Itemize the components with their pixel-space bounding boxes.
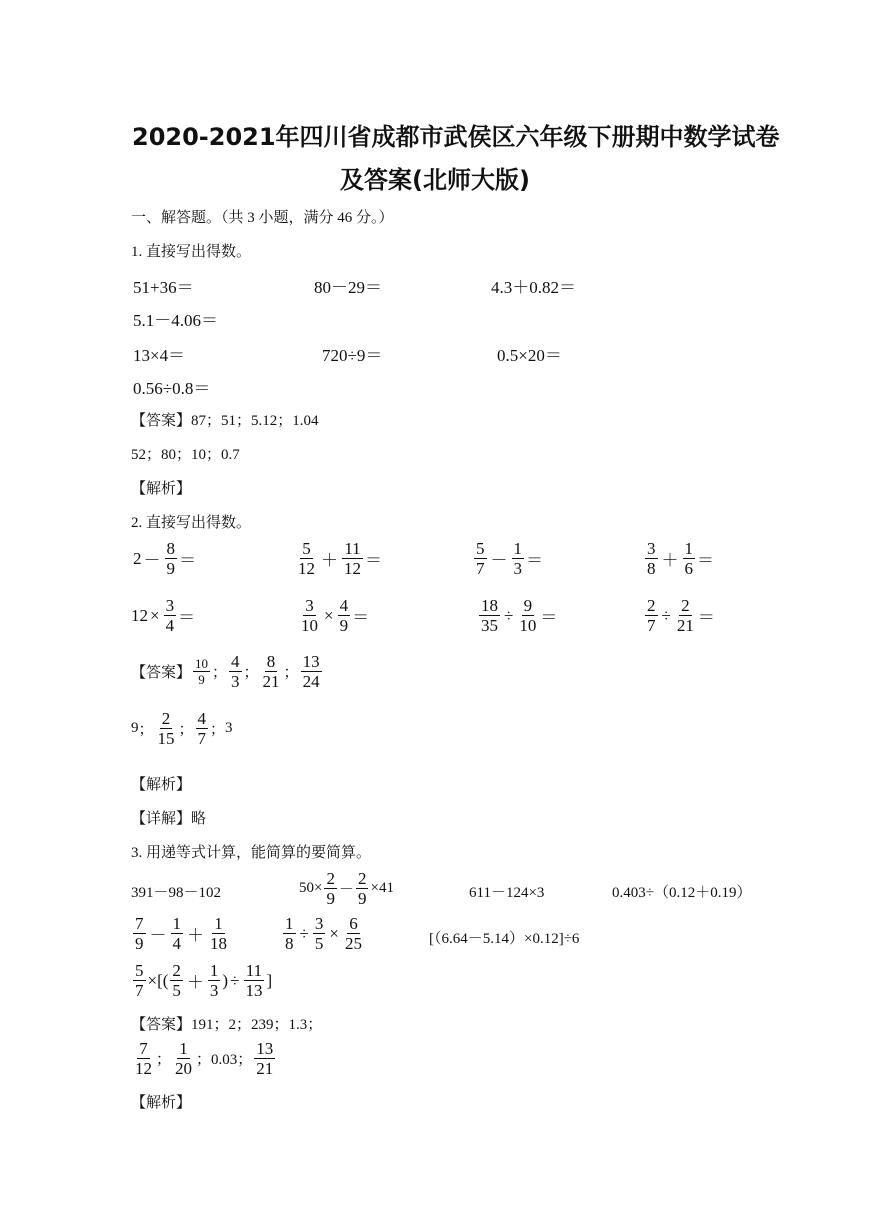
- q2-item: [131, 596, 195, 635]
- q3-expr: 0.403÷（0.12＋0.19）: [612, 885, 752, 901]
- numerator: 6: [349, 914, 358, 933]
- q3-answer: [131, 1013, 322, 1034]
- q3-expr: [281, 914, 366, 953]
- q1-item: 720÷9＝: [322, 346, 383, 365]
- fraction: [173, 1039, 194, 1078]
- operator: ＋: [187, 926, 204, 945]
- numerator: 13: [302, 652, 320, 671]
- fraction: [208, 961, 221, 1000]
- fraction: [283, 914, 296, 953]
- q2-item: [472, 539, 543, 578]
- denominator: 9: [135, 934, 144, 953]
- denominator: 7: [647, 616, 656, 635]
- denominator: 8: [285, 934, 294, 953]
- numerator: 1: [684, 539, 693, 558]
- denominator: 4: [172, 934, 181, 953]
- q1-item: 0.5×20＝: [497, 346, 562, 365]
- fraction: [675, 596, 696, 635]
- numerator: 4: [197, 709, 207, 728]
- denominator: 5: [314, 934, 324, 953]
- q3-analysis: 【解析】: [131, 1095, 192, 1111]
- numerator: 3: [305, 596, 314, 615]
- expr-part: ×[(: [147, 970, 169, 990]
- number: 3: [225, 720, 233, 736]
- q3-expr: [131, 914, 231, 953]
- numerator: 7: [139, 1039, 148, 1058]
- denominator: 20: [175, 1059, 193, 1078]
- fraction: [254, 1039, 275, 1078]
- operator: －: [490, 551, 508, 570]
- numerator: 5: [302, 539, 311, 558]
- operator: －: [149, 926, 167, 945]
- q2-analysis: 【解析】: [131, 777, 192, 793]
- q3-answer-line2: [131, 1039, 277, 1078]
- operator: ÷: [230, 970, 240, 990]
- numerator: 2: [647, 596, 656, 615]
- answer-tag: 【答案】: [131, 413, 192, 429]
- separator: ；: [243, 665, 259, 681]
- equals: ＝: [179, 551, 196, 570]
- q3-expr: 611－124×3: [469, 885, 545, 901]
- section-heading: 一、解答题。（共 3 小题，满分 46 分。）: [131, 210, 394, 226]
- denominator: 8: [647, 559, 656, 578]
- denominator: 9: [357, 889, 367, 908]
- expr-part: －: [338, 882, 354, 898]
- q3-expr: [（6.64－5.14）×0.12]÷6: [429, 931, 580, 947]
- page-title-line2: 及答案(北师大版): [340, 166, 530, 194]
- q2-item: [643, 539, 714, 578]
- equals: ＝: [352, 608, 370, 627]
- q3-expr: [131, 961, 272, 1000]
- fraction: [645, 596, 658, 635]
- fraction: [356, 869, 369, 908]
- fraction: [243, 961, 264, 1000]
- numerator: 13: [256, 1039, 274, 1058]
- numerator: 1: [179, 1039, 188, 1058]
- q2-item: [643, 596, 715, 635]
- equals: ＝: [178, 608, 196, 627]
- denominator: 7: [135, 981, 144, 1000]
- denominator: 9: [198, 672, 205, 687]
- fraction: [208, 914, 229, 953]
- operator: ＋: [661, 551, 679, 570]
- numerator: 11: [245, 961, 263, 980]
- numerator: 1: [214, 914, 223, 933]
- q3-expr: [299, 869, 394, 908]
- equals: ＝: [526, 551, 543, 570]
- numerator: 1: [513, 539, 522, 558]
- operator: ×: [324, 605, 334, 625]
- fraction: [164, 596, 177, 635]
- denominator: 10: [519, 616, 537, 635]
- q2-item: [294, 539, 382, 578]
- fraction: [171, 914, 184, 953]
- denominator: 7: [197, 729, 207, 748]
- fraction: [261, 652, 282, 691]
- denominator: 4: [165, 616, 175, 635]
- fraction: [196, 709, 209, 748]
- answer-tag: 【答案】: [131, 1017, 192, 1033]
- numerator: 3: [165, 596, 175, 615]
- numerator: 7: [135, 914, 144, 933]
- number: 12: [131, 605, 148, 625]
- fraction: [165, 539, 178, 578]
- fraction: [133, 914, 146, 953]
- numerator: 8: [266, 652, 276, 671]
- numerator: 1: [172, 914, 181, 933]
- fraction: [517, 596, 538, 635]
- number: 9: [131, 720, 139, 736]
- operator: ＋: [321, 551, 338, 570]
- fraction: [474, 539, 487, 578]
- separator: ；: [156, 1052, 172, 1068]
- q1-item: 4.3＋0.82＝: [491, 278, 576, 297]
- separator: ；: [210, 722, 226, 738]
- denominator: 21: [256, 1059, 274, 1078]
- denominator: 3: [209, 981, 219, 1000]
- numerator: 1: [209, 961, 219, 980]
- denominator: 13: [245, 981, 263, 1000]
- fraction: [342, 539, 363, 578]
- fraction: [479, 596, 500, 635]
- separator: ；: [212, 665, 228, 681]
- numerator: 3: [314, 914, 324, 933]
- q2-item: [133, 539, 196, 578]
- fraction: [683, 539, 696, 578]
- denominator: 18: [210, 934, 227, 953]
- q1-stem: 1. 直接写出得数。: [131, 244, 252, 260]
- q1-item: 0.56÷0.8＝: [133, 379, 211, 398]
- numerator: 10: [195, 656, 209, 671]
- numerator: 2: [172, 961, 181, 980]
- denominator: 9: [326, 889, 335, 908]
- answer-text: 87；51；5.12；1.04: [191, 413, 319, 429]
- fraction: [156, 709, 177, 748]
- denominator: 3: [513, 559, 522, 578]
- answer-text: 191；2；239；1.3；: [191, 1017, 323, 1033]
- fraction: [338, 596, 351, 635]
- q1-item: 5.1－4.06＝: [133, 311, 218, 330]
- q3-expr: 391－98－102: [131, 885, 222, 901]
- page-title-line1: 2020-2021年四川省成都市武侯区六年级下册期中数学试卷: [132, 123, 780, 151]
- expr-part: ×41: [370, 880, 394, 896]
- q1-item: 80－29＝: [314, 278, 382, 297]
- separator: ；: [138, 722, 154, 738]
- q2-item: [297, 596, 369, 635]
- separator: ；: [283, 665, 299, 681]
- denominator: 15: [157, 729, 175, 748]
- denominator: 25: [344, 934, 362, 953]
- fraction: [301, 652, 322, 691]
- q1-item: 13×4＝: [133, 346, 186, 365]
- operator: ÷: [299, 923, 309, 943]
- equals: ＝: [540, 608, 558, 627]
- numerator: 5: [135, 961, 144, 980]
- denominator: 35: [481, 616, 498, 635]
- denominator: 9: [339, 616, 349, 635]
- numerator: 2: [357, 869, 367, 888]
- fraction: [645, 539, 658, 578]
- fraction: [193, 656, 210, 687]
- operator: ×: [329, 923, 339, 943]
- fraction: [133, 1039, 154, 1078]
- numerator: 2: [161, 709, 171, 728]
- answer-tag: 【答案】: [131, 665, 192, 681]
- q3-stem: 3. 用递等式计算，能简算的要简算。: [131, 845, 372, 861]
- q2-answer-line2: [131, 709, 233, 748]
- denominator: 3: [231, 672, 240, 691]
- answer-text: ；0.03；: [196, 1052, 253, 1068]
- denominator: 12: [135, 1059, 152, 1078]
- expr-part: ]: [266, 970, 273, 990]
- separator: ；: [178, 722, 194, 738]
- q2-stem: 2. 直接写出得数。: [131, 515, 252, 531]
- fraction: [296, 539, 317, 578]
- q1-analysis: 【解析】: [131, 481, 192, 497]
- fraction: [343, 914, 364, 953]
- numerator: 1: [285, 914, 294, 933]
- operator: ÷: [661, 605, 671, 625]
- fraction: [313, 914, 326, 953]
- numerator: 4: [339, 596, 349, 615]
- expr-part: ): [222, 970, 229, 990]
- denominator: 9: [166, 559, 175, 578]
- fraction: [299, 596, 320, 635]
- denominator: 12: [344, 559, 361, 578]
- operator: ÷: [504, 605, 514, 625]
- fraction: [229, 652, 242, 691]
- fraction: [170, 961, 183, 1000]
- numerator: 18: [481, 596, 498, 615]
- operator: ＋: [186, 973, 204, 992]
- q2-answer: [131, 652, 324, 691]
- denominator: 21: [676, 616, 694, 635]
- denominator: 24: [302, 672, 320, 691]
- numerator: 4: [231, 652, 240, 671]
- denominator: 10: [301, 616, 318, 635]
- q1-answer: [131, 409, 319, 430]
- numerator: 2: [326, 869, 335, 888]
- operator: ×: [150, 605, 160, 625]
- q1-item: 51+36＝: [133, 278, 194, 297]
- equals: ＝: [697, 551, 714, 570]
- denominator: 7: [476, 559, 485, 578]
- numerator: 5: [476, 539, 485, 558]
- denominator: 12: [298, 559, 315, 578]
- fraction: [324, 869, 337, 908]
- numerator: 3: [647, 539, 656, 558]
- numerator: 11: [344, 539, 361, 558]
- q2-detail: 【详解】略: [131, 811, 207, 827]
- q2-item: [477, 596, 557, 635]
- number: 2: [133, 548, 142, 568]
- operator: －: [143, 551, 161, 570]
- numerator: 8: [166, 539, 175, 558]
- numerator: 9: [523, 596, 533, 615]
- equals: ＝: [697, 608, 715, 627]
- denominator: 5: [172, 981, 181, 1000]
- q1-answer-line2: 52；80；10；0.7: [131, 447, 240, 463]
- fraction: [133, 961, 146, 1000]
- denominator: 21: [262, 672, 280, 691]
- expr-part: 50×: [299, 880, 323, 896]
- numerator: 2: [681, 596, 690, 615]
- fraction: [512, 539, 525, 578]
- denominator: 6: [684, 559, 693, 578]
- equals: ＝: [365, 551, 382, 570]
